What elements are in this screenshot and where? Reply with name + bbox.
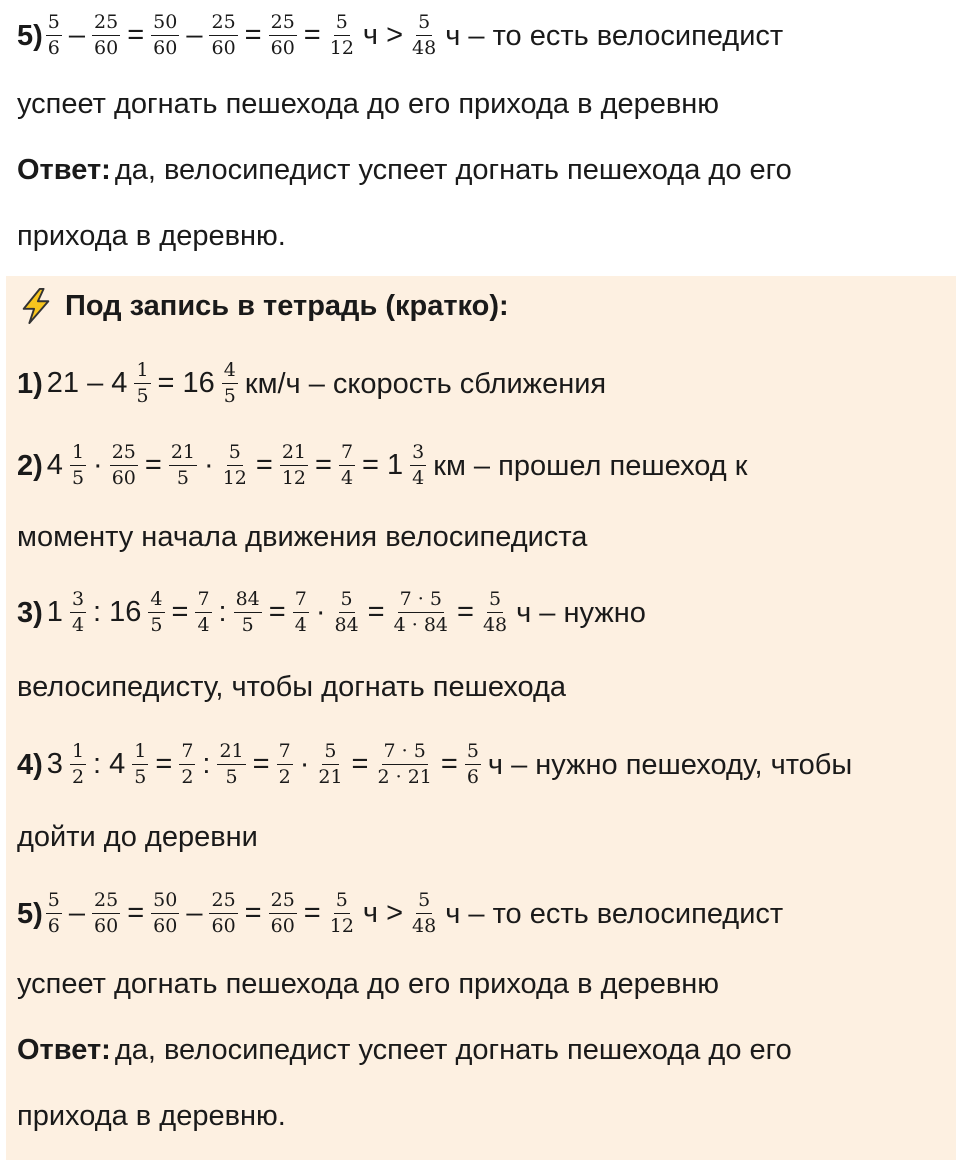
fraction xyxy=(70,590,86,636)
fraction-numerator: 4 xyxy=(148,590,164,613)
fraction xyxy=(375,742,433,788)
step-label: 5) xyxy=(17,897,43,930)
step-formula xyxy=(43,13,441,59)
math-operator: · xyxy=(93,448,103,481)
fraction-numerator: 7 xyxy=(339,443,355,466)
fraction-denominator: 5 xyxy=(134,766,147,788)
fraction-numerator: 7 · 5 xyxy=(398,590,444,613)
math-operator: = xyxy=(440,747,458,780)
fraction-denominator: 12 xyxy=(329,915,354,937)
fraction-denominator: 5 xyxy=(176,467,189,489)
fraction-denominator: 4 xyxy=(197,614,210,636)
fraction xyxy=(316,742,344,788)
fraction xyxy=(151,891,179,937)
fraction-numerator: 21 xyxy=(169,443,197,466)
fraction-numerator: 5 xyxy=(465,742,481,765)
step-label: 1) xyxy=(17,367,43,400)
fraction-numerator: 84 xyxy=(234,590,262,613)
fraction-numerator: 7 xyxy=(179,742,195,765)
math-operator: = xyxy=(367,595,385,628)
box-step5-line2: успеет догнать пешехода до его прихода в деревню xyxy=(17,967,720,1000)
fraction-numerator: 1 xyxy=(134,361,150,384)
math-operator: · xyxy=(299,747,310,780)
fraction-numerator: 7 · 5 xyxy=(382,742,428,765)
fraction xyxy=(339,443,355,489)
fraction-numerator: 4 xyxy=(222,361,238,384)
fraction xyxy=(151,13,179,59)
fraction-denominator: 48 xyxy=(412,915,437,937)
step-formula xyxy=(43,443,429,489)
answer-label: Ответ: xyxy=(17,1033,111,1066)
lightning-icon xyxy=(17,287,55,325)
math-operator: = xyxy=(244,18,262,51)
fraction xyxy=(269,891,297,937)
box-title: Под запись в тетрадь (кратко): xyxy=(65,289,509,322)
box-step1-line xyxy=(17,356,950,412)
answer-text: да, велосипедист успеет догнать пешехода до его xyxy=(114,153,792,186)
math-operator: 3 xyxy=(46,747,63,780)
fraction-numerator: 5 xyxy=(46,891,62,914)
fraction xyxy=(209,891,237,937)
box-answer-line xyxy=(17,1030,950,1070)
fraction-numerator: 21 xyxy=(217,742,245,765)
fraction-numerator: 5 xyxy=(416,13,432,36)
step-text: км/ч – скорость сближения xyxy=(244,367,607,400)
fraction-numerator: 50 xyxy=(151,13,179,36)
step-text: км – прошел пешеход к xyxy=(433,449,748,482)
box-step5-line xyxy=(17,884,950,944)
answer-label: Ответ: xyxy=(17,153,111,186)
math-operator: · xyxy=(315,595,326,628)
fraction xyxy=(465,742,481,788)
step-text: ч – то есть велосипедист xyxy=(445,19,784,52)
top-step5-line2: успеет догнать пешехода до его прихода в деревню xyxy=(17,87,720,120)
math-operator: = xyxy=(127,896,145,929)
math-operator: = xyxy=(252,747,270,780)
box-step2-line2: моменту начала движения велосипедиста xyxy=(17,520,588,553)
math-operator: = xyxy=(171,595,189,628)
fraction-numerator: 7 xyxy=(293,590,309,613)
fraction xyxy=(92,891,120,937)
top-step5-line xyxy=(17,8,950,64)
fraction-denominator: 60 xyxy=(94,915,119,937)
fraction xyxy=(328,891,356,937)
fraction-denominator: 60 xyxy=(211,915,236,937)
top-answer-line2: прихода в деревню. xyxy=(17,219,286,252)
fraction-denominator: 60 xyxy=(94,37,119,59)
fraction xyxy=(392,590,450,636)
fraction xyxy=(217,742,245,788)
step-formula xyxy=(43,891,441,937)
step-formula xyxy=(43,361,241,407)
fraction-numerator: 25 xyxy=(269,891,297,914)
fraction xyxy=(280,443,308,489)
fraction-denominator: 48 xyxy=(412,37,437,59)
math-operator: = xyxy=(144,448,162,481)
fraction-denominator: 48 xyxy=(482,614,508,636)
fraction-numerator: 25 xyxy=(269,13,297,36)
math-operator: : xyxy=(202,747,211,780)
math-operator: – xyxy=(68,896,86,929)
fraction-denominator: 60 xyxy=(153,37,178,59)
fraction-numerator: 5 xyxy=(322,742,338,765)
math-operator: ч > xyxy=(362,896,404,929)
fraction xyxy=(92,13,120,59)
fraction xyxy=(110,443,138,489)
box-step2-line xyxy=(17,436,950,496)
fraction xyxy=(46,891,62,937)
math-operator: = xyxy=(127,18,145,51)
fraction-denominator: 5 xyxy=(71,467,85,489)
fraction-numerator: 5 xyxy=(334,13,350,36)
fraction-numerator: 25 xyxy=(92,13,120,36)
step-text: ч – то есть велосипедист xyxy=(445,897,784,930)
math-operator: · xyxy=(204,448,214,481)
fraction-numerator: 7 xyxy=(277,742,293,765)
math-operator: = 16 xyxy=(157,366,215,399)
math-operator: = xyxy=(457,595,474,628)
fraction xyxy=(209,13,237,59)
box-title-line xyxy=(17,284,950,328)
fraction-denominator: 4 xyxy=(340,467,354,489)
math-operator: : 16 xyxy=(93,595,142,628)
step-label: 5) xyxy=(17,19,43,52)
fraction-denominator: 60 xyxy=(270,915,295,937)
fraction-numerator: 1 xyxy=(70,742,86,765)
fraction xyxy=(410,891,438,937)
fraction-denominator: 12 xyxy=(222,467,247,489)
fraction-denominator: 21 xyxy=(318,766,343,788)
fraction xyxy=(277,742,293,788)
fraction-numerator: 3 xyxy=(410,443,426,466)
fraction-denominator: 12 xyxy=(329,37,354,59)
math-operator: = xyxy=(268,595,286,628)
fraction xyxy=(222,361,238,407)
fraction-denominator: 4 · 84 xyxy=(393,614,448,636)
fraction-denominator: 60 xyxy=(153,915,178,937)
fraction-numerator: 21 xyxy=(280,443,308,466)
math-operator: = xyxy=(315,448,332,481)
math-operator: = xyxy=(303,896,321,929)
fraction-numerator: 5 xyxy=(487,590,503,613)
fraction-denominator: 12 xyxy=(281,467,306,489)
fraction-denominator: 60 xyxy=(270,37,295,59)
math-operator: 21 – 4 xyxy=(46,366,128,399)
fraction-denominator: 84 xyxy=(334,614,359,636)
step-text: ч – нужно xyxy=(516,596,646,629)
step-formula xyxy=(43,590,512,636)
fraction-numerator: 5 xyxy=(46,13,62,36)
fraction xyxy=(179,742,195,788)
box-step4-line xyxy=(17,734,950,796)
fraction-denominator: 5 xyxy=(136,385,149,407)
fraction-denominator: 2 xyxy=(71,766,85,788)
step-label: 3) xyxy=(17,596,43,629)
fraction-denominator: 4 xyxy=(412,467,425,489)
fraction-denominator: 2 xyxy=(181,766,194,788)
fraction-numerator: 5 xyxy=(416,891,432,914)
fraction xyxy=(169,443,197,489)
fraction-numerator: 1 xyxy=(70,443,86,466)
math-operator: – xyxy=(186,896,203,929)
fraction xyxy=(410,13,438,59)
fraction-numerator: 25 xyxy=(110,443,138,466)
math-operator: 1 xyxy=(46,595,63,628)
fraction-denominator: 4 xyxy=(294,614,307,636)
fraction-denominator: 6 xyxy=(466,766,479,788)
fraction xyxy=(269,13,297,59)
fraction-denominator: 5 xyxy=(225,766,238,788)
fraction-numerator: 5 xyxy=(339,590,355,613)
fraction-numerator: 7 xyxy=(195,590,211,613)
fraction-denominator: 6 xyxy=(47,915,60,937)
fraction xyxy=(328,13,356,59)
box-step3-line xyxy=(17,582,950,644)
fraction-denominator: 60 xyxy=(111,467,136,489)
math-operator: ч > xyxy=(362,18,404,51)
box-step3-line2: велосипедисту, чтобы догнать пешехода xyxy=(17,670,567,703)
fraction xyxy=(234,590,262,636)
box-step4-line2: дойти до деревни xyxy=(17,820,258,853)
fraction xyxy=(148,590,164,636)
fraction-denominator: 2 · 21 xyxy=(377,766,432,788)
math-operator: – xyxy=(68,18,86,51)
step-label: 2) xyxy=(17,449,43,482)
fraction-denominator: 6 xyxy=(47,37,60,59)
step-text: ч – нужно пешеходу, чтобы xyxy=(487,748,853,781)
fraction xyxy=(134,361,150,407)
math-operator: = xyxy=(303,18,321,51)
math-operator: = 1 xyxy=(362,448,404,481)
fraction xyxy=(70,443,86,489)
fraction-numerator: 25 xyxy=(209,13,237,36)
fraction xyxy=(70,742,86,788)
fraction-denominator: 5 xyxy=(150,614,163,636)
fraction xyxy=(481,590,509,636)
math-operator: = xyxy=(255,448,273,481)
fraction-denominator: 2 xyxy=(278,766,291,788)
fraction xyxy=(46,13,62,59)
fraction-denominator: 4 xyxy=(71,614,85,636)
fraction-denominator: 60 xyxy=(211,37,236,59)
math-operator: 4 xyxy=(46,448,63,481)
fraction-denominator: 5 xyxy=(241,614,254,636)
fraction xyxy=(221,443,249,489)
math-operator: : xyxy=(218,595,227,628)
math-operator: : 4 xyxy=(93,747,126,780)
fraction-numerator: 50 xyxy=(151,891,179,914)
box-answer-line2: прихода в деревню. xyxy=(17,1099,286,1132)
fraction xyxy=(132,742,148,788)
fraction xyxy=(293,590,309,636)
fraction-numerator: 25 xyxy=(92,891,120,914)
fraction-numerator: 5 xyxy=(227,443,243,466)
fraction-numerator: 3 xyxy=(70,590,86,613)
fraction-numerator: 1 xyxy=(132,742,148,765)
step-formula xyxy=(43,742,484,788)
top-answer-line xyxy=(17,150,950,190)
math-operator: – xyxy=(186,18,203,51)
math-operator: = xyxy=(351,747,369,780)
fraction xyxy=(332,590,360,636)
fraction-numerator: 25 xyxy=(209,891,237,914)
step-label: 4) xyxy=(17,748,43,781)
math-operator: = xyxy=(244,896,262,929)
fraction xyxy=(195,590,211,636)
math-operator: = xyxy=(155,747,173,780)
fraction-numerator: 5 xyxy=(334,891,350,914)
fraction-denominator: 5 xyxy=(223,385,236,407)
fraction xyxy=(410,443,426,489)
answer-text: да, велосипедист успеет догнать пешехода до его xyxy=(114,1033,792,1066)
